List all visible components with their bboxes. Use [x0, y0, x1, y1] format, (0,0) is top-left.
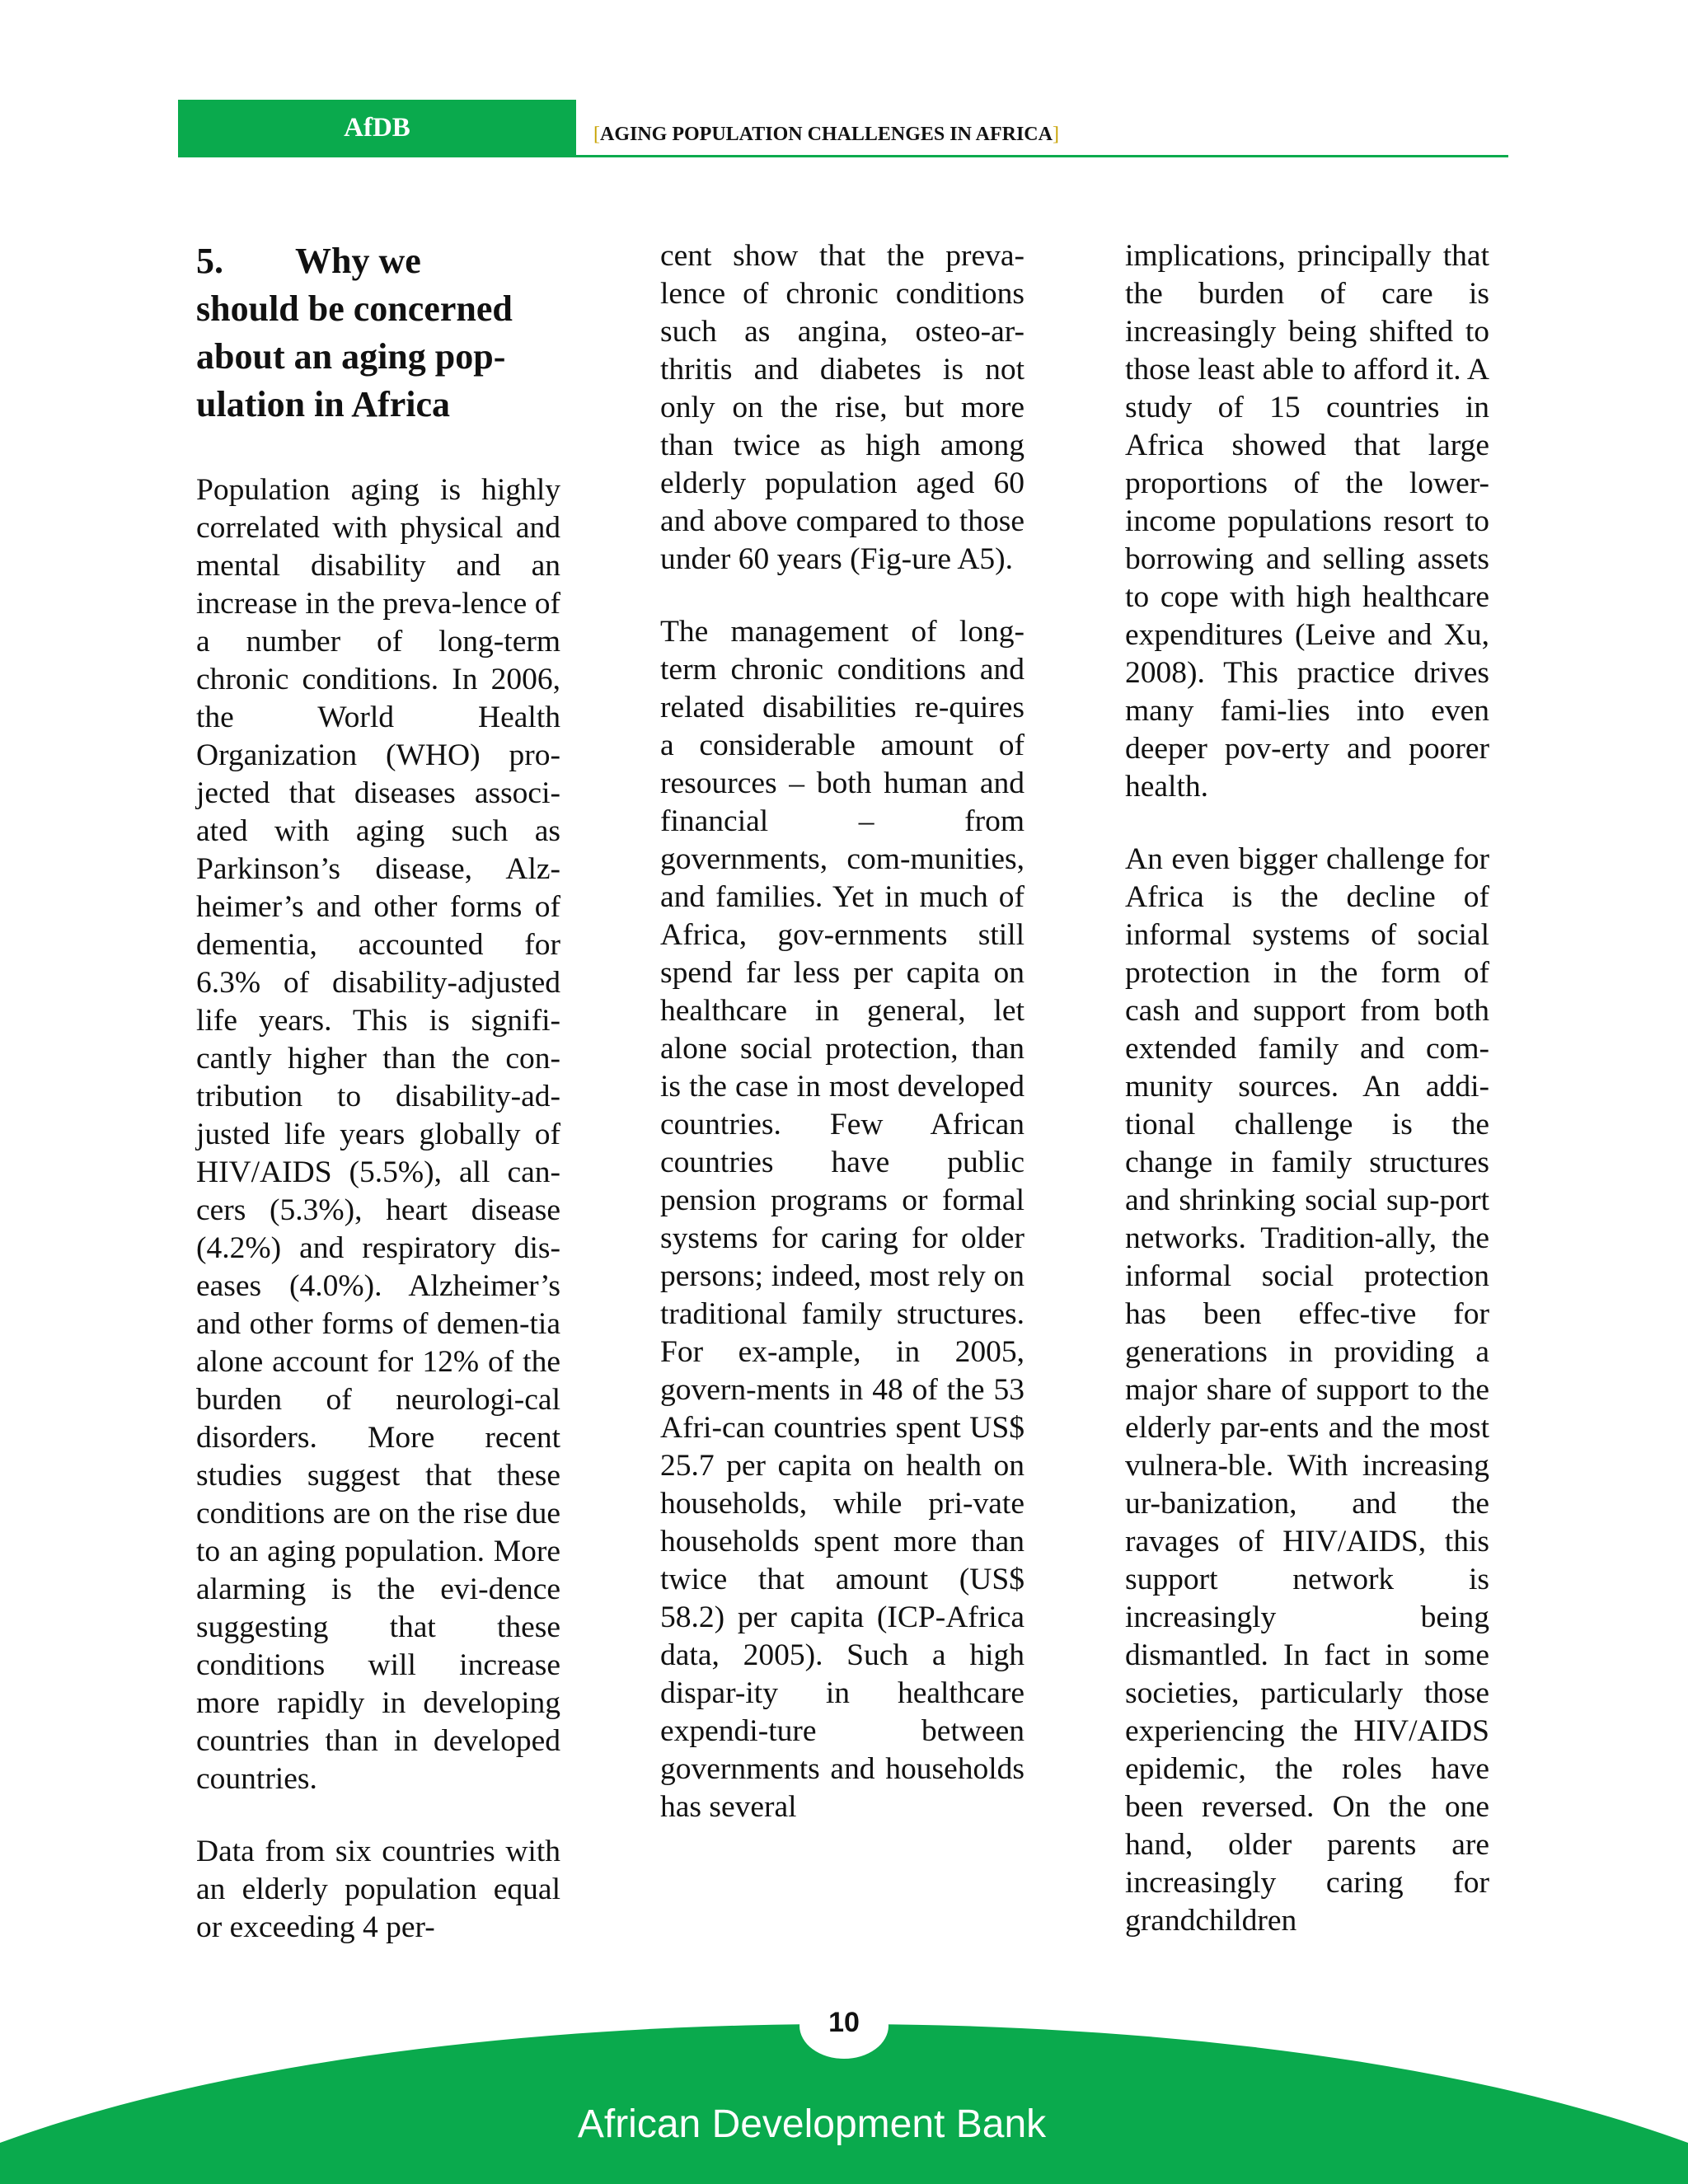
footer-bank-name: African Development Bank	[577, 2102, 1047, 2146]
header-bracket-close: ]	[1052, 124, 1059, 145]
page-number: 10	[828, 2007, 860, 2038]
paragraph: implications, principally that the burden of care is increasingly being shifted to those least able to afford it. A study of 15 countries in Africa showed that large proportions of the lower-income populations resort to borrowing and selling assets to cope with high healthcare expenditures (Leive and Xu, 2008). This practice drives many fami-lies into even deeper pov-erty and poorer health.	[1125, 239, 1489, 804]
paragraph: An even bigger challenge for Africa is the decline of informal systems of social protection in the form of cash and support from both extended family and com-munity sources. An addi-tional challenge is the change in family structures and shrinking social sup-port networks. Tradition-ally, the informal social protection has been effec-tive for generations in providing a major share of support to the elderly par-ents and the most vulnera-ble. With increasing ur-banization, and the ravages of HIV/AIDS, this support network is increasingly being dismantled. In fact in some societies, particularly those experiencing the HIV/AIDS epidemic, the roles have been reversed. On the one hand, older parents are increasingly caring for grandchildren	[1125, 842, 1489, 1938]
paragraph: Population aging is highly correlated with physical and mental disability and an increase in the preva-lence of a number of long-term chronic conditions. In 2006, the World Health Organization (WHO) pro-jected that diseases associ-ated with aging such as Parkinson’s disease, Alz-heimer’s and other forms of dementia, accounted for 6.3% of disability-adjusted life years. This is signifi-cantly higher than the con-tribution to disability-ad-justed life years globally of HIV/AIDS (5.5%), all can-cers (5.3%), heart disease (4.2%) and respiratory dis-eases (4.0%). Alzheimer’s and other forms of demen-tia alone account for 12% of the burden of neurologi-cal disorders. More recent studies suggest that these conditions are on the rise due to an aging population. More alarming is the evi-dence suggesting that these conditions will increase more rapidly in developing countries than in developed countries.	[196, 473, 560, 1796]
header-bracket-open: [	[593, 124, 600, 145]
section-title-line1: Why we	[295, 241, 421, 281]
section-title-rest: should be concerned about an aging pop-ulation in Africa	[196, 288, 513, 424]
header-org-label: AfDB	[344, 113, 410, 143]
section-number: 5.	[196, 241, 223, 281]
paragraph: The management of long-term chronic conditions and related disabilities re-quires a considerable amount of resources – both human and financial – from governments, com-munities, and families. Yet in much of Africa, gov-ernments still spend far less per capita on healthcare in general, let alone social protection, than is the case in most developed countries. Few African countries have public pension programs or formal systems for caring for older persons; indeed, most rely on traditional family structures. For ex-ample, in 2005, govern-ments in 48 of the 53 Afri-can countries spent US$ 25.7 per capita on health on households, while pri-vate households spent more than twice that amount (US$ 58.2) per capita (ICP-Africa data, 2005). Such a high dispar-ity in healthcare expendi-ture between governments and households has several	[660, 615, 1025, 1824]
paragraph: cent show that the preva-lence of chronic conditions such as angina, osteo-ar-thritis and diabetes is not only on the rise, but more than twice as high among elderly population aged 60 and above compared to those under 60 years (Fig-ure A5).	[660, 239, 1025, 576]
header-title-text: AGING POPULATION CHALLENGES IN AFRICA	[600, 124, 1053, 145]
paragraph: Data from six countries with an elderly population equal or exceeding 4 per-	[196, 1835, 560, 1944]
